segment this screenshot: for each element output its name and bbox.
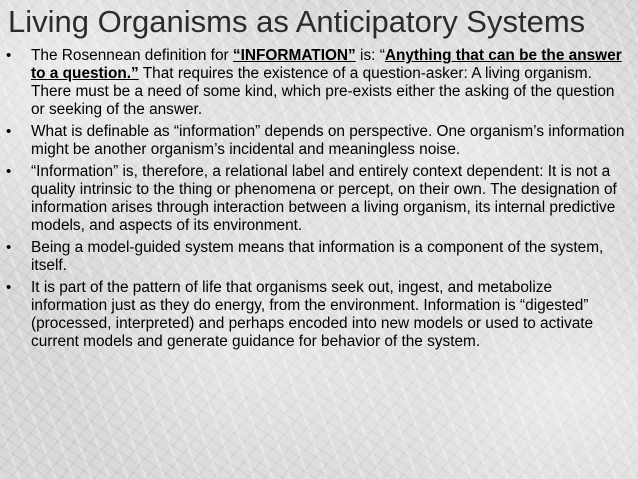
bullet-item bbox=[0, 123, 628, 159]
bullet-item bbox=[0, 239, 628, 275]
bullet-item bbox=[0, 47, 628, 119]
bullet-text: Being a model-guided system means that information is a component of the system, itself. bbox=[31, 239, 604, 274]
bullet-marker: • bbox=[6, 163, 12, 180]
emphasized-definition: Anything that can be the answer to a question.” bbox=[31, 47, 622, 82]
bullet-marker: • bbox=[6, 47, 12, 64]
bullet-item bbox=[0, 279, 628, 351]
bullet-text: What is definable as “information” depends on perspective. One organism’s information might be another organism’s incidental and meaningless noise. bbox=[31, 123, 625, 158]
bullet-text-part: The Rosennean definition for bbox=[31, 47, 233, 64]
slide-title: Living Organisms as Anticipatory Systems bbox=[8, 4, 586, 39]
bullet-text: It is part of the pattern of life that organisms seek out, ingest, and metabolize information just as they do energy, from the environment. Information is “digested” (processed, interpreted) and perhaps encoded into new models or used to activate current models and generate guidance for behavior of the system. bbox=[31, 279, 594, 350]
bullet-marker: • bbox=[6, 239, 12, 256]
bullet-text bbox=[31, 47, 622, 118]
bullet-text: “Information” is, therefore, a relational label and entirely context dependent: It is not a quality intrinsic to the thing or phenomena or percept, on their own. The designation of information arises through interaction between a living organism, its internal predictive models, and aspects of its environment. bbox=[31, 163, 617, 234]
bullet-marker: • bbox=[6, 123, 12, 140]
bullet-item bbox=[0, 163, 628, 235]
bullet-text-part: That requires the existence of a question-asker: A living organism. There must be a need of some kind, which pre-exists either the asking of the question or seeking of the answer. bbox=[31, 65, 615, 118]
bullet-marker: • bbox=[6, 279, 12, 296]
bullet-text-part: is: “ bbox=[355, 47, 385, 64]
bullet-list bbox=[0, 47, 628, 355]
emphasized-term: “INFORMATION” bbox=[232, 47, 356, 64]
